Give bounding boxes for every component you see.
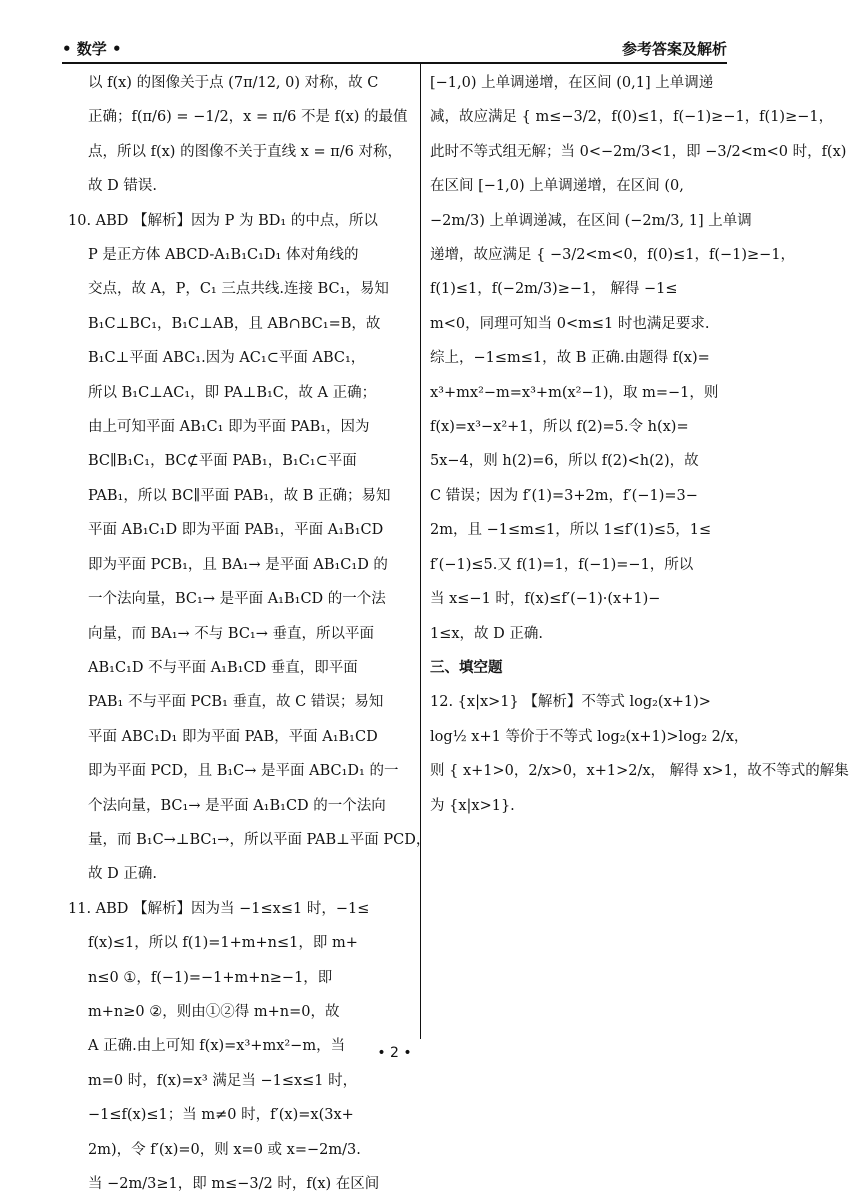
text-line: 当 −2m/3≥1，即 m≤−3/2 时，f(x) 在区间 xyxy=(88,1176,380,1192)
text-line: P 是正方体 ABCD-A₁B₁C₁D₁ 体对角线的 xyxy=(88,247,359,264)
text-line: [−1,0) 上单调递增，在区间 (0,1] 上单调递 xyxy=(430,75,714,91)
text-line: 量，而 B₁C→⊥BC₁→，所以平面 PAB⊥平面 PCD， xyxy=(88,831,431,848)
text-line: 2m，且 −1≤m≤1，所以 1≤f′(1)≤5，1≤ xyxy=(430,522,712,539)
text-line: BC∥B₁C₁，BC⊄平面 PAB₁，B₁C₁⊂平面 xyxy=(88,453,357,470)
text-line: PAB₁ 不与平面 PCB₁ 垂直，故 C 错误；易知 xyxy=(88,694,384,711)
text-line: 5x−4，则 h(2)=6，所以 f(2)<h(2)，故 xyxy=(430,453,699,470)
text-line: n≤0 ①，f(−1)=−1+m+n≥−1，即 xyxy=(88,969,333,986)
text-line: 11. ABD 【解析】因为当 −1≤x≤1 时，−1≤ xyxy=(68,900,370,917)
text-line: 递增，故应满足 { −3/2<m<0，f(0)≤1，f(−1)≥−1， xyxy=(430,247,796,264)
text-line: 当 x≤−1 时，f(x)≤f′(−1)·(x+1)− xyxy=(430,591,661,608)
right-column xyxy=(430,66,849,823)
text-line: f(x)=x³−x²+1，所以 f(2)=5.令 h(x)= xyxy=(430,419,689,436)
text-line: 正确；f(π/6) = −1/2，x = π/6 不是 f(x) 的最值 xyxy=(88,109,408,126)
text-line: 所以 B₁C⊥AC₁，即 PA⊥B₁C，故 A 正确； xyxy=(88,384,377,401)
text-line: 2m)，令 f′(x)=0，则 x=0 或 x=−2m/3. xyxy=(88,1141,361,1158)
text-line: 10. ABD 【解析】因为 P 为 BD₁ 的中点，所以 xyxy=(68,212,378,229)
text-line: f(x)≤1，所以 f(1)=1+m+n≤1，即 m+ xyxy=(88,935,358,952)
text-line: B₁C⊥平面 ABC₁.因为 AC₁⊂平面 ABC₁， xyxy=(88,350,366,367)
text-line: A 正确.由上可知 f(x)=x³+mx²−m，当 xyxy=(88,1038,346,1055)
text-line: B₁C⊥BC₁，B₁C⊥AB，且 AB∩BC₁=B，故 xyxy=(88,315,381,332)
text-line: 则 { x+1>0，2/x>0，x+1>2/x， 解得 x>1，故不等式的解集 xyxy=(430,763,849,780)
text-line: 由上可知平面 AB₁C₁ 即为平面 PAB₁，因为 xyxy=(88,419,370,436)
text-line: 故 D 正确. xyxy=(88,866,157,883)
text-line: PAB₁，所以 BC∥平面 PAB₁，故 B 正确；易知 xyxy=(88,487,391,504)
text-line: x³+mx²−m=x³+m(x²−1)，取 m=−1，则 xyxy=(430,384,719,401)
column-divider xyxy=(420,64,421,1039)
page-number: • 2 • xyxy=(377,1045,412,1061)
text-line: m+n≥0 ②，则由①②得 m+n=0，故 xyxy=(88,1003,340,1020)
text-line: −1≤f(x)≤1；当 m≠0 时，f′(x)=x(3x+ xyxy=(88,1107,354,1124)
text-line: 在区间 [−1,0) 上单调递增，在区间 (0, xyxy=(430,178,684,195)
text-line: m=0 时，f(x)=x³ 满足当 −1≤x≤1 时， xyxy=(88,1072,358,1089)
text-line: 以 f(x) 的图像关于点 (7π/12, 0) 对称，故 C xyxy=(88,75,379,91)
text-line: 此时不等式组无解；当 0<−2m/3<1，即 −3/2<m<0 时，f(x) xyxy=(430,143,847,160)
text-line: f(1)≤1，f(−2m/3)≥−1， 解得 −1≤ xyxy=(430,281,678,298)
text-line: m<0，同理可知当 0<m≤1 时也满足要求. xyxy=(430,315,710,332)
text-line: −2m/3) 上单调递减，在区间 (−2m/3, 1] 上单调 xyxy=(430,212,752,229)
header-subject: • 数学 • xyxy=(62,40,122,58)
text-line: f′(−1)≤5.又 f(1)=1，f(−1)=−1，所以 xyxy=(430,556,694,573)
left-column xyxy=(68,66,431,1201)
text-line: 为 {x|x>1}. xyxy=(430,797,515,814)
header-rule xyxy=(62,62,727,64)
text-line: log½ x+1 等价于不等式 log₂(x+1)>log₂ 2/x， xyxy=(430,728,749,745)
text-line: 平面 AB₁C₁D 即为平面 PAB₁，平面 A₁B₁CD xyxy=(88,522,384,539)
text-line: 1≤x，故 D 正确. xyxy=(430,625,544,642)
text-line: 减，故应满足 { m≤−3/2，f(0)≤1，f(−1)≥−1，f(1)≥−1， xyxy=(430,109,834,126)
text-line: 点，所以 f(x) 的图像不关于直线 x = π/6 对称， xyxy=(88,143,402,160)
text-line: 一个法向量，BC₁→ 是平面 A₁B₁CD 的一个法 xyxy=(88,591,386,608)
text-line: 综上，−1≤m≤1，故 B 正确.由题得 f(x)= xyxy=(430,350,710,367)
header-section: 参考答案及解析 xyxy=(621,40,727,58)
text-line: 向量，而 BA₁→ 不与 BC₁→ 垂直，所以平面 xyxy=(88,625,375,642)
section-heading: 三、填空题 xyxy=(430,659,503,676)
text-line: 即为平面 PCB₁，且 BA₁→ 是平面 AB₁C₁D 的 xyxy=(88,556,388,573)
text-line: 即为平面 PCD，且 B₁C→ 是平面 ABC₁D₁ 的一 xyxy=(88,763,399,780)
text-line: AB₁C₁D 不与平面 A₁B₁CD 垂直，即平面 xyxy=(88,659,358,676)
page-header xyxy=(62,38,727,62)
text-line: 个法向量，BC₁→ 是平面 A₁B₁CD 的一个法向 xyxy=(88,797,386,814)
text-line: C 错误；因为 f′(1)=3+2m，f′(−1)=3− xyxy=(430,487,698,504)
text-line: 故 D 错误. xyxy=(88,178,157,195)
text-line: 交点，故 A，P，C₁ 三点共线.连接 BC₁，易知 xyxy=(88,281,389,298)
text-line: 12. {x|x>1} 【解析】不等式 log₂(x+1)> xyxy=(430,694,711,711)
text-line: 平面 ABC₁D₁ 即为平面 PAB，平面 A₁B₁CD xyxy=(88,728,378,745)
